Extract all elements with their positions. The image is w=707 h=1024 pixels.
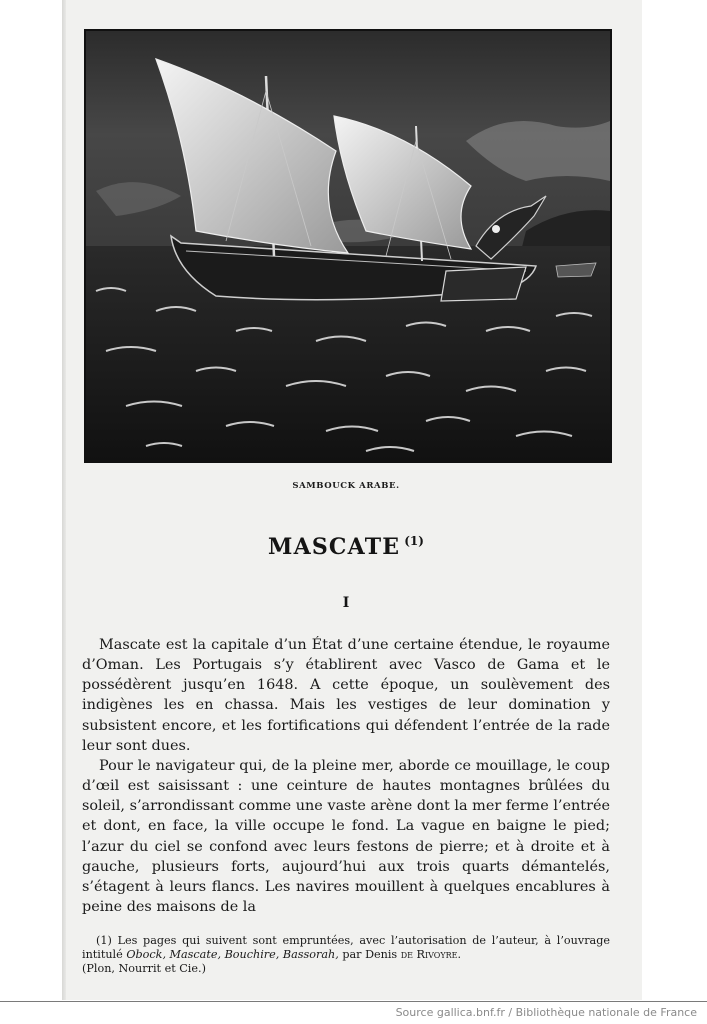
paragraph: Pour le navigateur qui, de la pleine mer, aborde ce mouillage, le coup d’œil est saisissant : une ceinture de hautes montagnes brûlées du soleil, s’arrondissant comme une vaste arène dont la mer ferme l’entrée et dont, en face, la ville occupe le fond. La vague en baigne le pied; l’azur du ciel se confond avec leurs festons de pierre; et à droite et à gauche, plusieurs forts, aujourd’hui aux trois quarts démantelés, s’étagent à leurs flancs. Les navires mouillent à quelques encablures à peine des maisons de la: [82, 757, 610, 916]
footnote-reference: (1): [404, 534, 424, 548]
chapter-title: [84, 534, 608, 560]
footnote-by: par Denis: [342, 948, 398, 962]
paragraph: Mascate est la capitale d’un État d’une certaine étendue, le royaume d’Oman. Les Portugais s’y établirent avec Vasco de Gama et le possédèrent jusqu’en 1648. A cette époque, un soulèvement des indigènes les en chassa. Mais les vestiges de leur domination y subsistent encore, et les fortifications qui défendent l’entrée de la rade leur sont dues.: [82, 637, 610, 754]
chapter-title-text: MASCATE: [268, 534, 401, 560]
illustration-caption: SAMBOUCK ARABE.: [292, 481, 400, 491]
section-number: I: [342, 595, 350, 611]
body-text: [82, 635, 610, 917]
source-credit: Source gallica.bnf.fr / Bibliothèque nationale de France: [395, 1006, 697, 1019]
footnote-text: Les pages qui suivent sont empruntées, avec l’autorisation de l’auteur, à l’ouvrage intitulé: [82, 934, 610, 962]
footnote-works: Obock, Mascate, Bouchire, Bassorah,: [126, 948, 339, 962]
bottom-divider: [0, 1001, 707, 1002]
footnote-publisher: (Plon, Nourrit et Cie.): [82, 962, 206, 976]
sailing-boat-illustration: [86, 31, 610, 461]
sambouck-engraving: [84, 29, 612, 463]
footnote: [82, 934, 610, 977]
footnote-marker: (1): [96, 934, 112, 947]
footnote-author: de Rivoyre.: [400, 948, 462, 962]
